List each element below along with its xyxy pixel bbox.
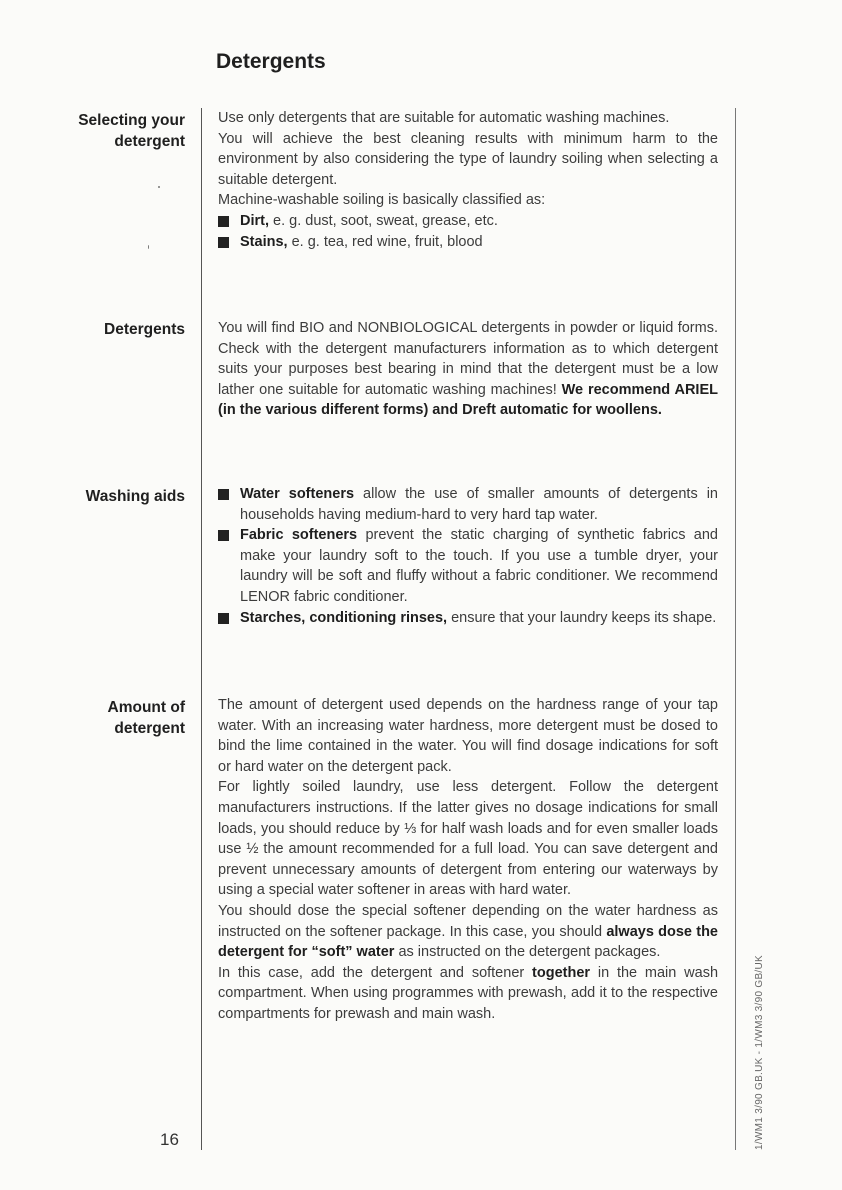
section-label-amount-of-detergent: Amount of detergent [107, 699, 185, 737]
paragraph-text: You will find BIO and NONBIOLOGICAL detergents in powder or liquid forms. Check with the detergent manufacturers information as to which detergent suits your purposes best bearing in mind that the detergent must be a low lather one suitable for automatic washing machines! [218, 320, 718, 398]
bullet-term: Fabric softeners [240, 527, 358, 544]
right-margin-rule [735, 108, 736, 1150]
section-label-selecting-detergent: Selecting your detergent [78, 112, 185, 150]
bullet-square-icon [218, 530, 229, 541]
bullet-square-icon [218, 613, 229, 624]
recommendation-text: We recommend ARIEL (in the various different forms) and Dreft automatic for woollens. [218, 381, 718, 419]
bullet-term: Dirt, [240, 212, 269, 229]
document-code: 1/WM1 3/90 GB.UK - 1/WM3 3/90 GB/UK [754, 954, 765, 1150]
list-item [218, 608, 718, 629]
paragraph-text: as instructed on the detergent packages. [394, 944, 661, 961]
paragraph-text: in the main wash compartment. When using programmes with prewash, add it to the respective compartments for prewash and main wash. [218, 964, 719, 1022]
bullet-text: allow the use of smaller amounts of detergents in households having medium-hard to very hard tap water. [240, 486, 718, 523]
section-label-washing-aids: Washing aids [85, 488, 185, 505]
page-number: 16 [160, 1130, 179, 1149]
paragraph [218, 963, 718, 1025]
section-body-washing-aids [218, 484, 718, 628]
list-item [218, 211, 718, 232]
bullet-square-icon [218, 489, 229, 500]
paragraph [218, 901, 718, 963]
paragraph-text: In this case, add the detergent and softener [218, 964, 533, 981]
section-body-amount-of-detergent [218, 695, 718, 1025]
bullet-term: Water softeners [240, 486, 355, 502]
paragraph: For lightly soiled laundry, use less detergent. Follow the detergent manufacturers instructions. If the latter gives no dosage indications for small loads, you should reduce by ⅓ for half wash loads and for even smaller loads use ½ the amount recommended for a full load. You can save detergent and prevent unnecessary amounts of detergent from entering our waterways by using a special water softener in areas with hard water. [218, 779, 718, 899]
section-body-detergents [218, 318, 718, 421]
bullet-text: e. g. tea, red wine, fruit, blood [287, 233, 483, 250]
bullet-text: e. g. dust, soot, sweat, grease, etc. [269, 212, 498, 229]
bullet-square-icon [218, 237, 229, 248]
print-speck [148, 245, 149, 249]
emphasis-text: together [532, 964, 591, 981]
paragraph: Machine-washable soiling is basically classified as: [218, 192, 546, 209]
paragraph: The amount of detergent used depends on the hardness range of your tap water. With an increasing water hardness, more detergent must be dosed to bind the lime contained in the water. You will find dosage indications for soft or hard water on the detergent pack. [218, 697, 718, 775]
bullet-term: Starches, conditioning rinses, [240, 609, 448, 626]
page-title: Detergents [216, 50, 326, 73]
bullet-text: prevent the static charging of synthetic fabrics and make your laundry soft to the touch. If you use a tumble dryer, your laundry will be soft and fluffy without a fabric conditioner. We recommend LENOR fabric conditioner. [240, 527, 718, 605]
left-column-rule [201, 108, 202, 1150]
paragraph [218, 318, 718, 421]
bullet-text: ensure that your laundry keeps its shape. [447, 609, 717, 626]
bullet-square-icon [218, 216, 229, 227]
emphasis-text: always dose the detergent for “soft” water [218, 923, 718, 961]
paragraph: Use only detergents that are suitable for automatic washing machines. [218, 110, 670, 126]
print-speck [158, 186, 160, 188]
bullet-term: Stains, [240, 233, 288, 250]
section-label-detergents: Detergents [104, 321, 185, 338]
paragraph-text: You should dose the special softener depending on the water hardness as instructed on the softener package. In this case, you should [218, 902, 718, 940]
list-item [218, 232, 718, 253]
list-item [218, 484, 718, 525]
list-item [218, 525, 718, 607]
paragraph: You will achieve the best cleaning results with minimum harm to the environment by also considering the type of laundry soiling when selecting a suitable detergent. [218, 130, 718, 188]
section-body-selecting-detergent [218, 108, 718, 252]
